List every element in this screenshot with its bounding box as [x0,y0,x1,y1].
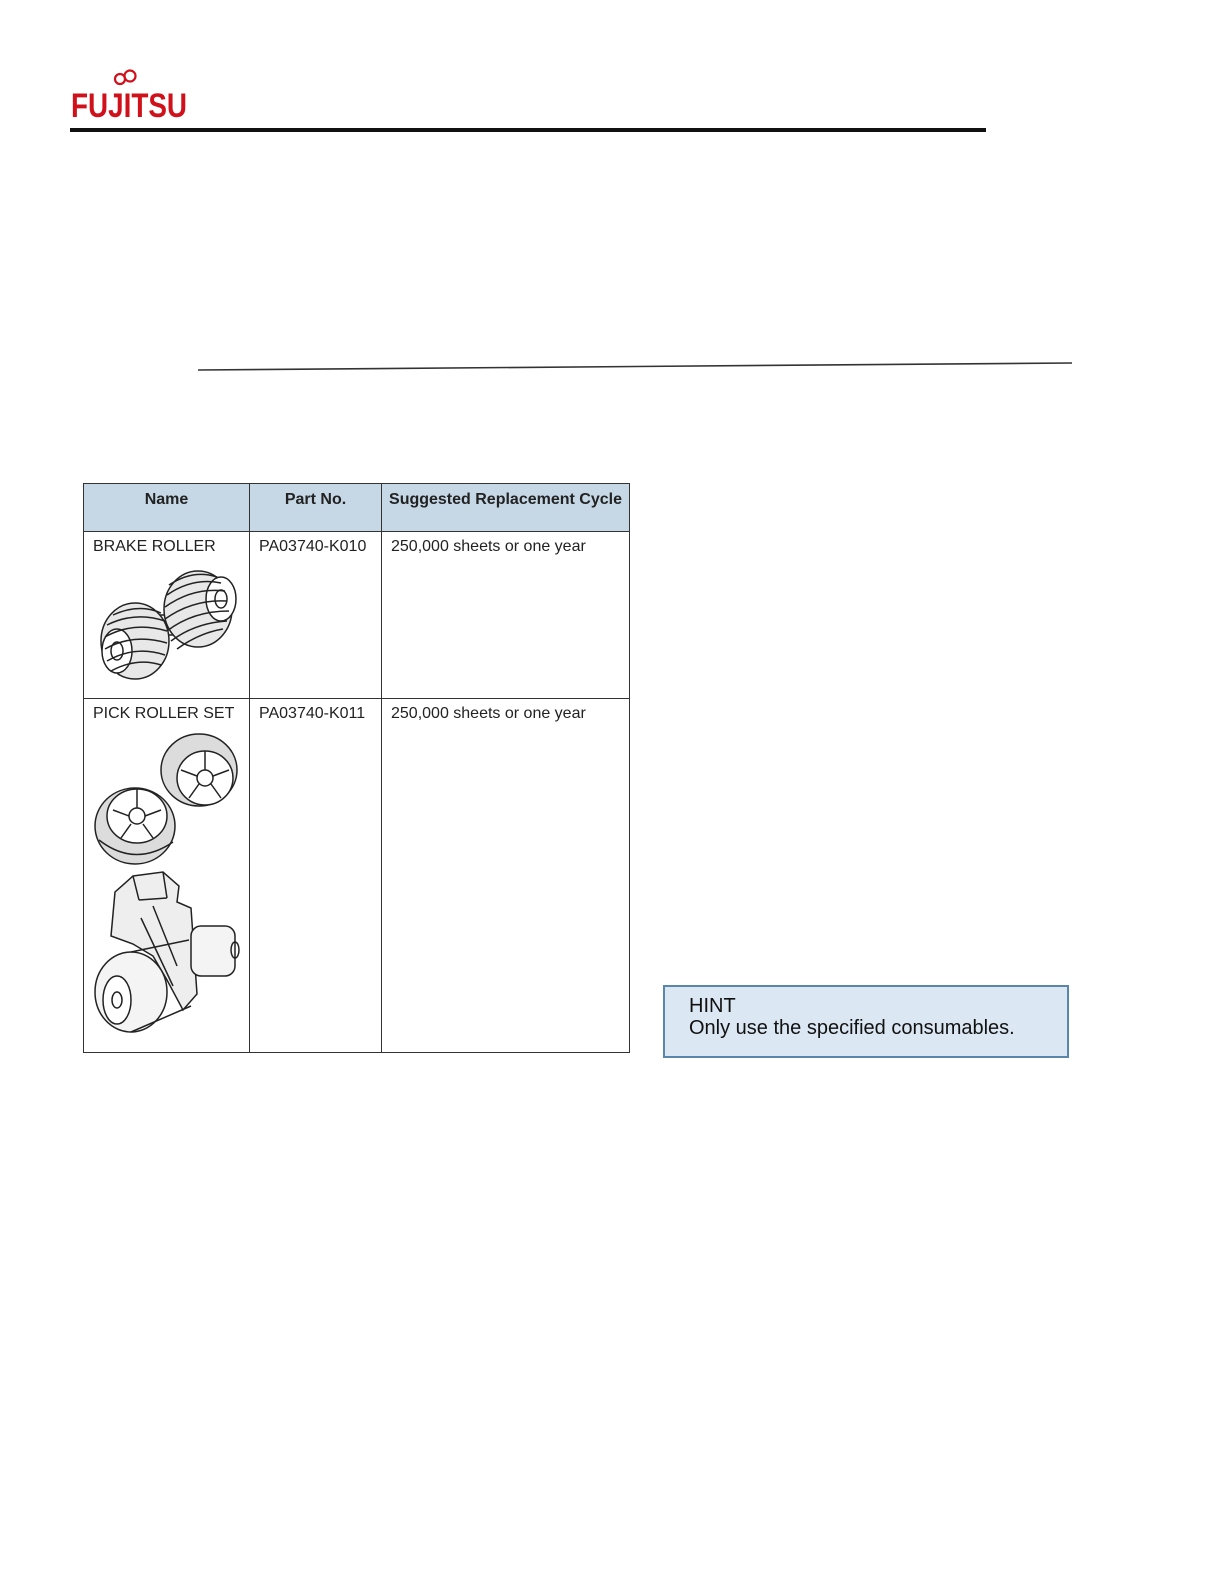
svg-text:FUJITSU: FUJITSU [71,87,187,125]
cycle-cell: 250,000 sheets or one year [382,532,630,699]
name-cell [84,532,250,699]
part-no-cell: PA03740-K011 [250,699,382,1053]
header-rule [70,128,986,132]
consumables-table [83,483,630,1053]
cycle-cell: 250,000 sheets or one year [382,699,630,1053]
fujitsu-logo [70,68,190,132]
brake-roller-icon [93,563,243,687]
hint-text: Only use the specified consumables. [689,1017,1015,1039]
part-name: BRAKE ROLLER [93,538,216,555]
hint-box [663,985,1069,1058]
part-name: PICK ROLLER SET [93,705,235,722]
part-no-cell: PA03740-K010 [250,532,382,699]
name-cell [84,699,250,1053]
table-header-row [84,484,630,532]
column-header-part-no: Part No. [250,484,382,532]
pick-roller-set-icon [93,730,243,1042]
table-row [84,532,630,699]
section-divider [198,362,1072,372]
hint-title: HINT [689,995,736,1017]
table-row [84,699,630,1053]
column-header-name: Name [84,484,250,532]
column-header-cycle: Suggested Replacement Cycle [382,484,630,532]
